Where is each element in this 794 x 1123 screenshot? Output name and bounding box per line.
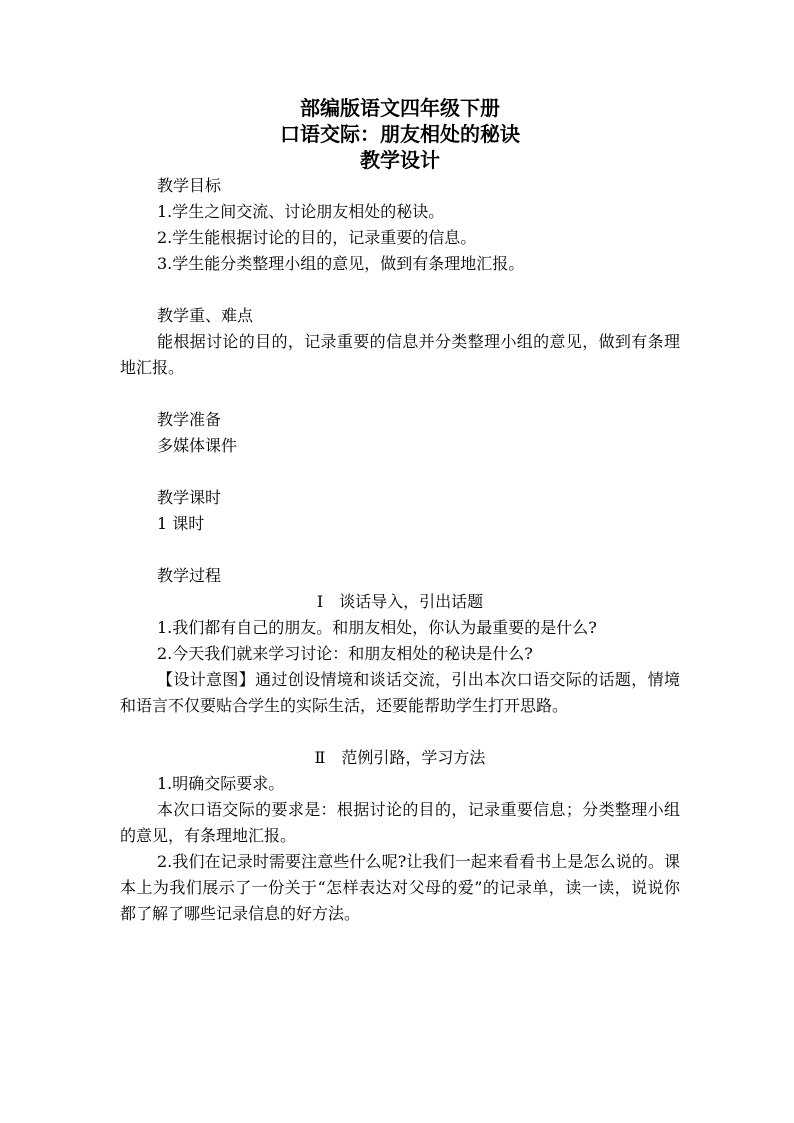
spacer: [120, 381, 680, 407]
preparation-text: 多媒体课件: [157, 436, 238, 455]
section1-title: Ⅰ 谈话导入，引出话题: [316, 592, 484, 611]
objective-item: 2.学生能根据讨论的目的，记录重要的信息。: [157, 228, 477, 247]
spacer: [120, 719, 680, 745]
section2-title: Ⅱ 范例引路，学习方法: [314, 748, 486, 767]
section2-item: 1.明确交际要求。: [157, 774, 285, 793]
section2-item: 2.我们在记录时需要注意些什么呢?让我们一起来看看书上是怎么说的。课本上为我们展示了一份关于“怎样表达对父母的爱”的记录单，读一读，说说你都了解了哪些记录信息的好方法。: [120, 852, 680, 923]
objectives-heading: 教学目标: [157, 176, 222, 195]
key-points-text: 能根据讨论的目的，记录重要的信息并分类整理小组的意见，做到有条理地汇报。: [120, 332, 680, 377]
key-points-heading: 教学重、难点: [157, 306, 254, 325]
hours-text: 1 课时: [157, 514, 205, 533]
preparation-heading: 教学准备: [157, 410, 222, 429]
process-heading: 教学过程: [157, 566, 222, 585]
document-page: [120, 95, 680, 927]
spacer: [120, 459, 680, 485]
objective-item: 1.学生之间交流、讨论朋友相处的秘诀。: [157, 202, 445, 221]
section1-item: 2.今天我们就来学习讨论：和朋友相处的秘诀是什么?: [157, 644, 533, 663]
hours-heading: 教学课时: [157, 488, 222, 507]
doc-title-line3: 教学设计: [360, 148, 440, 172]
spacer: [120, 537, 680, 563]
doc-title-line1: 部编版语文四年级下册: [300, 96, 500, 120]
spacer: [120, 277, 680, 303]
section1-item: 1.我们都有自己的朋友。和朋友相处，你认为最重要的是什么?: [157, 618, 597, 637]
section1-design-intent: 【设计意图】通过创设情境和谈话交流，引出本次口语交际的话题，情境和语言不仅要贴合学生的实际生活，还要能帮助学生打开思路。: [120, 670, 680, 715]
doc-title-line2: 口语交际：朋友相处的秘诀: [280, 122, 520, 146]
objective-item: 3.学生能分类整理小组的意见，做到有条理地汇报。: [157, 254, 525, 273]
section2-item-text: 本次口语交际的要求是：根据讨论的目的，记录重要信息；分类整理小组的意见，有条理地汇报。: [120, 800, 680, 845]
